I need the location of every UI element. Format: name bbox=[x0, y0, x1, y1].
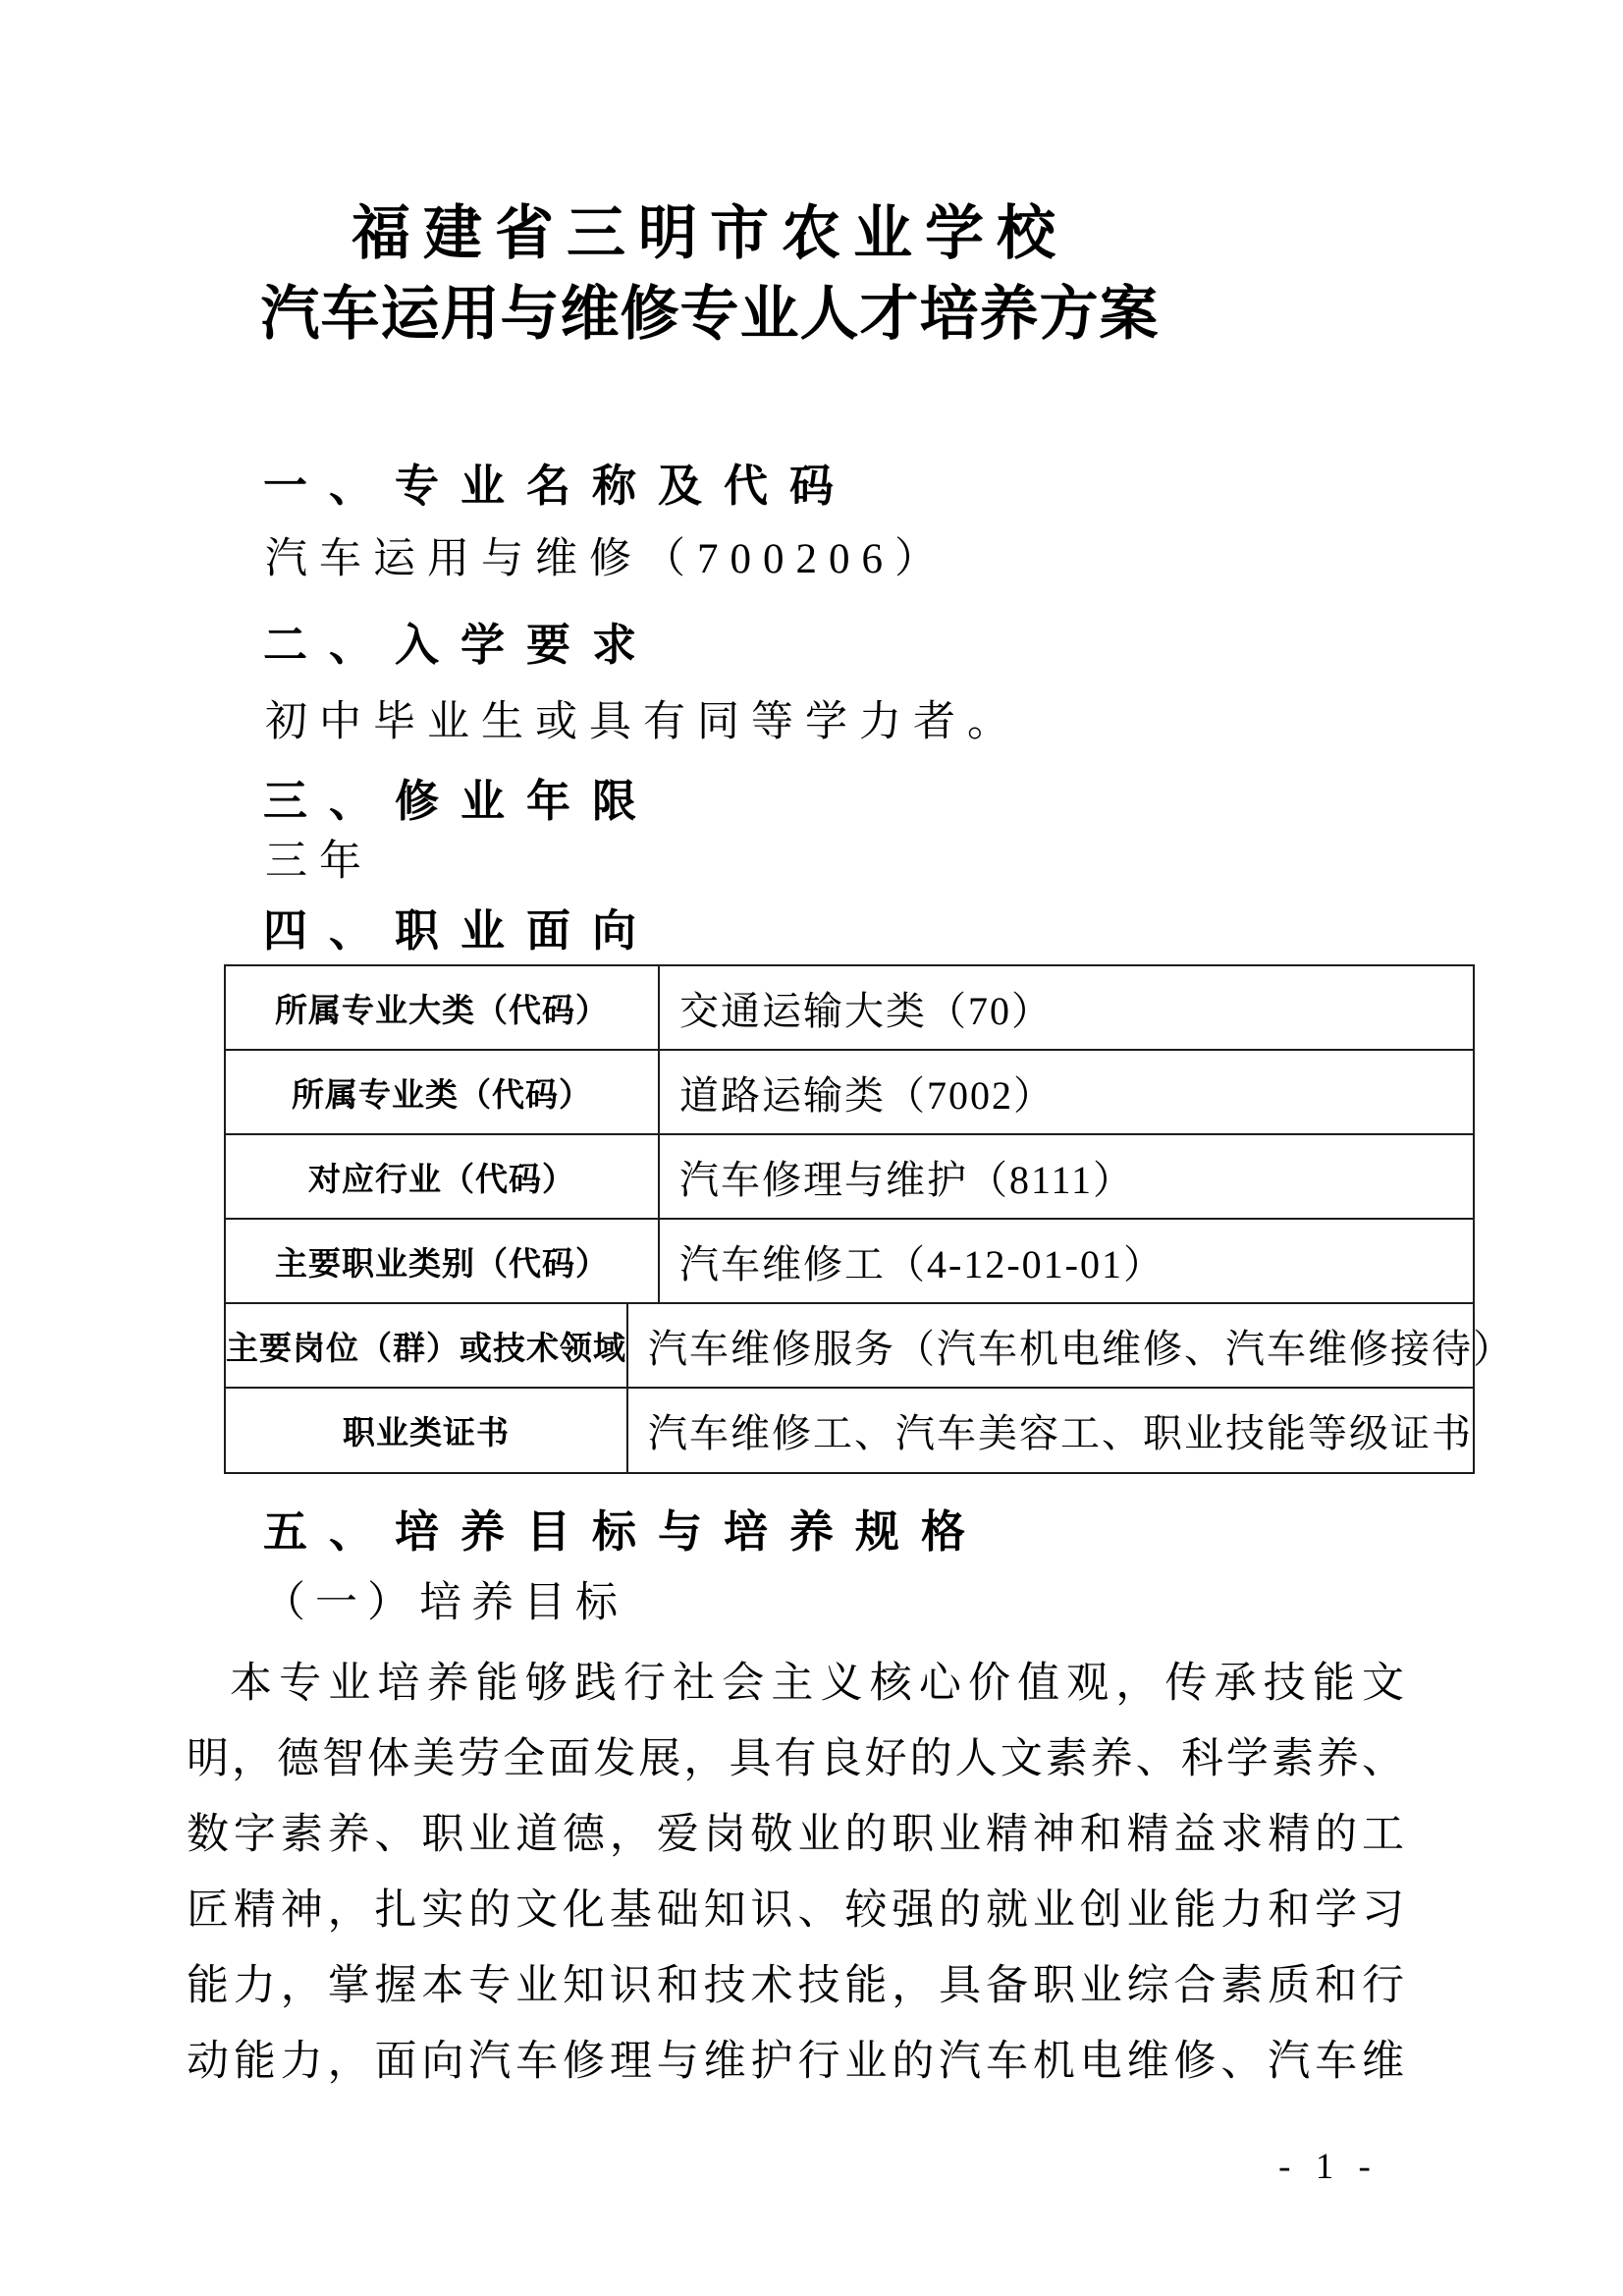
table-row-label: 对应行业（代码） bbox=[226, 1135, 660, 1218]
page-number: - 1 - bbox=[1278, 2147, 1379, 2187]
table-row bbox=[226, 966, 1473, 1051]
section-body-3: 三年 bbox=[265, 839, 373, 885]
section-heading-4: 四、职业面向 bbox=[263, 905, 659, 956]
section-heading-1: 一、专业名称及代码 bbox=[263, 461, 856, 511]
table-row bbox=[226, 1304, 1514, 1389]
table-row bbox=[226, 1135, 1473, 1220]
table-row-value: 汽车维修工（4-12-01-01） bbox=[679, 1241, 1164, 1286]
table-row-label: 主要职业类别（代码） bbox=[226, 1220, 660, 1302]
paragraph-line: 动能力，面向汽车修理与维护行业的汽车机电维修、汽车维 bbox=[187, 2039, 1407, 2085]
table-row-label: 主要岗位（群）或技术领域 bbox=[226, 1304, 628, 1387]
section-heading-5: 五、培养目标与培养规格 bbox=[263, 1506, 988, 1557]
table-row-label: 职业类证书 bbox=[226, 1389, 628, 1472]
title-line-2: 汽车运用与维修专业人才培养方案 bbox=[260, 282, 1160, 347]
section-heading-2: 二、入学要求 bbox=[263, 620, 659, 670]
training-objective-paragraph bbox=[187, 1646, 1407, 2100]
career-orientation-table bbox=[224, 964, 1514, 1474]
paragraph-line: 匠精神，扎实的文化基础知识、较强的就业创业能力和学习 bbox=[187, 1887, 1407, 1934]
paragraph-line: 能力，掌握本专业知识和技术技能，具备职业综合素质和行 bbox=[187, 1963, 1407, 2009]
table-row-label: 所属专业类（代码） bbox=[226, 1051, 660, 1133]
table-row bbox=[226, 1220, 1473, 1304]
table-row-value: 道路运输类（7002） bbox=[679, 1072, 1055, 1118]
section-body-1: 汽车运用与维修（700206） bbox=[265, 536, 948, 582]
table-row-label: 所属专业大类（代码） bbox=[226, 966, 660, 1049]
table-row-value: 汽车维修工、汽车美容工、职业技能等级证书 bbox=[648, 1411, 1473, 1455]
subsection-heading-5-1: （一）培养目标 bbox=[263, 1580, 627, 1626]
title-line-1: 福建省三明市农业学校 bbox=[352, 201, 1068, 266]
table-row bbox=[226, 1389, 1473, 1472]
paragraph-line: 本专业培养能够践行社会主义核心价值观，传承技能文 bbox=[230, 1661, 1407, 1707]
table-row-value: 交通运输大类（70） bbox=[679, 988, 1053, 1033]
document-title bbox=[0, 193, 1420, 355]
table-row-value: 汽车维修服务（汽车机电维修、汽车维修接待） bbox=[648, 1326, 1514, 1371]
table-row-value: 汽车修理与维护（8111） bbox=[679, 1157, 1135, 1202]
paragraph-line: 数字素养、职业道德，爱岗敬业的职业精神和精益求精的工 bbox=[187, 1812, 1407, 1858]
table-row bbox=[226, 1051, 1473, 1135]
section-body-2: 初中毕业生或具有同等学力者。 bbox=[265, 699, 1021, 745]
paragraph-line: 明，德智体美劳全面发展，具有良好的人文素养、科学素养、 bbox=[187, 1736, 1407, 1782]
section-heading-3: 三、修业年限 bbox=[263, 776, 659, 826]
